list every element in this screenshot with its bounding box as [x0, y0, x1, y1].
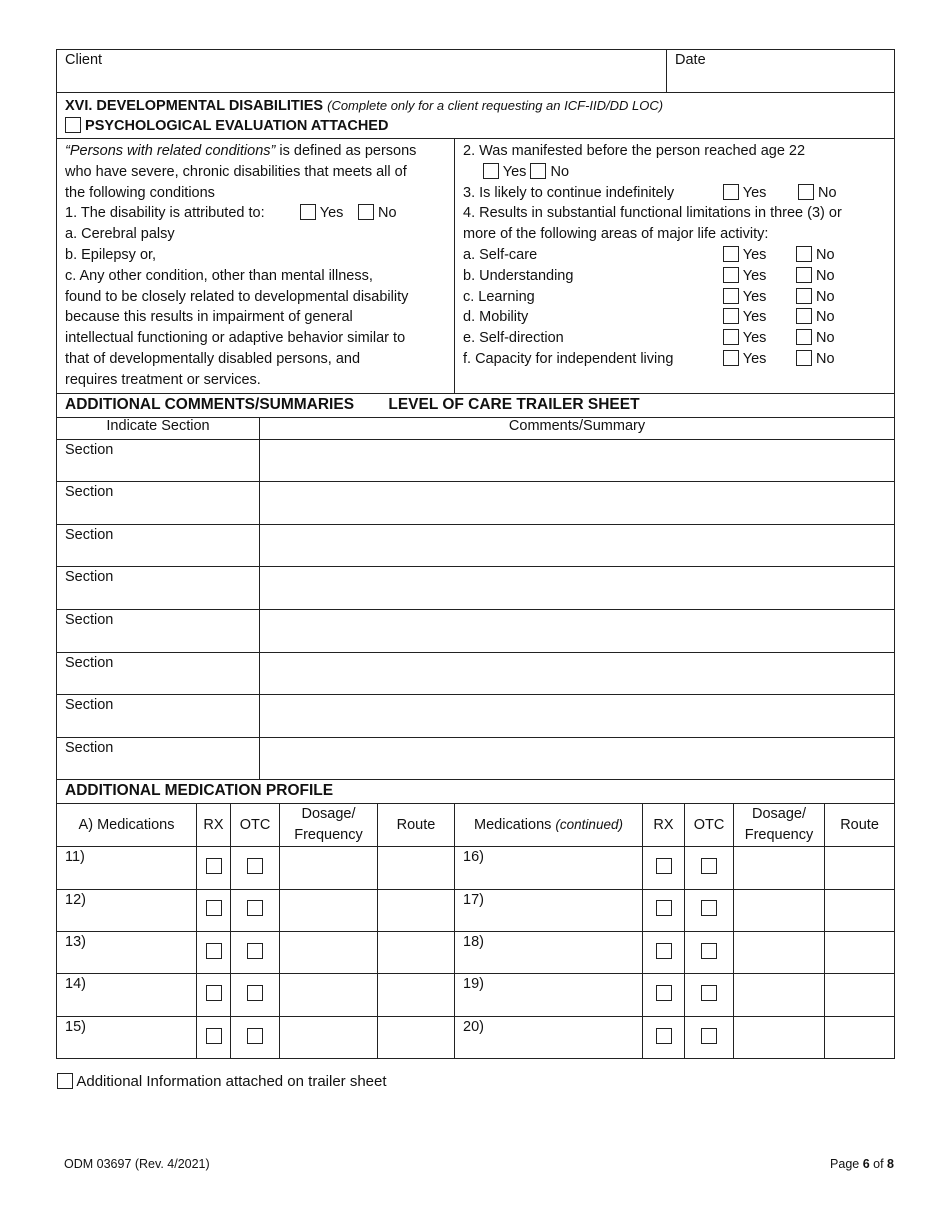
- comments-cell[interactable]: [260, 524, 895, 567]
- medication-number: 15): [65, 1018, 86, 1035]
- rx-checkbox[interactable]: [206, 985, 222, 1001]
- dosage-cell[interactable]: [734, 847, 825, 889]
- psych-eval-checkbox[interactable]: [65, 117, 81, 133]
- dd-left-line: who have severe, chronic disabilities that meets all of: [65, 163, 407, 180]
- medication-name-cell[interactable]: [57, 847, 197, 889]
- yes-label: Yes: [742, 267, 767, 284]
- rx-checkbox[interactable]: [656, 900, 672, 916]
- dd-right-line: more of the following areas of major life activity:: [463, 226, 769, 243]
- rx-checkbox[interactable]: [656, 1028, 672, 1044]
- medication-section: [56, 779, 895, 1059]
- self-direction-no-checkbox[interactable]: [796, 329, 812, 345]
- comments-section: [56, 393, 895, 781]
- page-current: 6: [862, 1157, 870, 1171]
- section-label: Section: [65, 739, 114, 756]
- dosage-cell[interactable]: [734, 889, 825, 931]
- medication-name-cell[interactable]: [455, 847, 643, 889]
- section-label: Section: [65, 697, 114, 714]
- medication-name-cell[interactable]: [455, 1016, 643, 1058]
- no-label: No: [816, 350, 835, 367]
- dd-left-col: [57, 139, 455, 394]
- dd-right-col: [455, 139, 895, 394]
- medication-number: 17): [463, 891, 484, 908]
- route-cell[interactable]: [825, 1016, 895, 1058]
- yes-label: Yes: [742, 288, 767, 305]
- medication-number: 13): [65, 934, 86, 951]
- activity-label: d. Mobility: [463, 309, 529, 326]
- activity-row-self-care: [463, 245, 886, 266]
- comments-cell[interactable]: [260, 439, 895, 482]
- rx-checkbox[interactable]: [206, 900, 222, 916]
- dosage-cell[interactable]: [734, 974, 825, 1016]
- section-label-cell[interactable]: [57, 609, 260, 652]
- section-label-cell[interactable]: [57, 524, 260, 567]
- dosage-cell[interactable]: [280, 932, 378, 974]
- yes-label: Yes: [319, 205, 344, 222]
- dosage-cell[interactable]: [280, 974, 378, 1016]
- rx-header: RX: [197, 804, 231, 847]
- no-label: No: [378, 205, 397, 222]
- medication-number: 16): [463, 849, 484, 866]
- dd-right-line: 2. Was manifested before the person reached age 22: [463, 143, 806, 159]
- medication-number: 12): [65, 891, 86, 908]
- date-field[interactable]: [667, 50, 895, 93]
- mobility-yes-checkbox[interactable]: [723, 308, 739, 324]
- activity-label: e. Self-direction: [463, 330, 564, 347]
- attributed-row: [65, 203, 446, 224]
- learning-no-checkbox[interactable]: [796, 288, 812, 304]
- no-label: No: [816, 309, 835, 326]
- route-cell[interactable]: [378, 889, 455, 931]
- dd-left-line: found to be closely related to developmental disability: [65, 288, 409, 305]
- yes-label: Yes: [742, 350, 767, 367]
- medication-name-cell[interactable]: [455, 932, 643, 974]
- medication-name-cell[interactable]: [455, 889, 643, 931]
- comments-cell[interactable]: [260, 567, 895, 610]
- route-cell[interactable]: [378, 974, 455, 1016]
- independent-living-no-checkbox[interactable]: [796, 350, 812, 366]
- dd-left-line: intellectual functioning or adaptive behavior similar to: [65, 330, 406, 347]
- medication-number: 19): [463, 976, 484, 993]
- comments-title: ADDITIONAL COMMENTS/SUMMARIES: [65, 395, 355, 413]
- otc-checkbox[interactable]: [701, 900, 717, 916]
- frequency-label: Frequency: [294, 827, 363, 844]
- date-label: Date: [675, 52, 706, 68]
- yes-label: Yes: [742, 246, 767, 263]
- additional-info-label: Additional Information attached on trailer sheet: [76, 1073, 387, 1090]
- section-label-cell[interactable]: [57, 652, 260, 695]
- dd-right-line: 3. Is likely to continue indefinitely: [463, 184, 675, 201]
- medication-name-cell[interactable]: [57, 889, 197, 931]
- attributed-no-checkbox[interactable]: [358, 204, 374, 220]
- client-label: Client: [65, 52, 103, 68]
- dosage-cell[interactable]: [280, 847, 378, 889]
- section-label: Section: [65, 526, 114, 543]
- otc-checkbox[interactable]: [701, 985, 717, 1001]
- comments-cell[interactable]: [260, 609, 895, 652]
- rx-checkbox[interactable]: [656, 943, 672, 959]
- dosage-cell[interactable]: [280, 1016, 378, 1058]
- psych-eval-label: PSYCHOLOGICAL EVALUATION ATTACHED: [85, 118, 389, 134]
- indefinite-no-checkbox[interactable]: [798, 184, 814, 200]
- trailer-sheet-title: LEVEL OF CARE TRAILER SHEET: [388, 395, 640, 413]
- dd-left-line: requires treatment or services.: [65, 371, 261, 388]
- medication-number: 20): [463, 1018, 484, 1035]
- activity-label: b. Understanding: [463, 267, 574, 284]
- comments-cell[interactable]: [260, 695, 895, 738]
- medication-number: 11): [65, 849, 85, 866]
- comments-header: [57, 393, 895, 417]
- frequency-label: Frequency: [744, 827, 814, 844]
- medication-row: [57, 1016, 895, 1058]
- route-cell[interactable]: [378, 847, 455, 889]
- rx-checkbox[interactable]: [206, 943, 222, 959]
- form-id: ODM 03697 (Rev. 4/2021): [64, 1157, 210, 1171]
- activity-row-understanding: [463, 266, 886, 287]
- indicate-section-header: Indicate Section: [57, 417, 260, 439]
- route-header: Route: [825, 804, 895, 847]
- section-label: Section: [65, 441, 114, 458]
- rx-checkbox[interactable]: [206, 858, 222, 874]
- route-cell[interactable]: [825, 889, 895, 931]
- no-label: No: [816, 288, 835, 305]
- dosage-header: [280, 804, 378, 847]
- additional-info-checkbox[interactable]: [57, 1073, 73, 1089]
- dd-right-line: 4. Results in substantial functional limitations in three (3) or: [463, 205, 842, 222]
- page-number: [830, 1157, 894, 1171]
- related-conditions-term: “Persons with related conditions”: [65, 143, 276, 159]
- dosage-label: Dosage/: [301, 806, 356, 823]
- yes-label: Yes: [742, 330, 767, 347]
- dd-subtitle: (Complete only for a client requesting an ICF-IID/DD LOC): [327, 98, 664, 113]
- no-label: No: [816, 330, 835, 347]
- dd-left-line: a. Cerebral palsy: [65, 226, 175, 243]
- route-header: Route: [378, 804, 455, 847]
- otc-header: OTC: [685, 804, 734, 847]
- medication-name-cell[interactable]: [57, 1016, 197, 1058]
- otc-checkbox[interactable]: [701, 943, 717, 959]
- medication-row: [57, 847, 895, 889]
- section-label: Section: [65, 484, 114, 501]
- additional-info-row: [57, 1073, 387, 1090]
- dd-section: [56, 92, 895, 394]
- dd-left-line: the following conditions: [65, 184, 215, 201]
- dd-left-line: that of developmentally disabled persons, and: [65, 350, 361, 367]
- medication-header: [57, 780, 895, 804]
- medication-row: [57, 889, 895, 931]
- section-label: Section: [65, 611, 114, 628]
- dosage-header: [734, 804, 825, 847]
- dosage-cell[interactable]: [734, 932, 825, 974]
- activity-row-self-direction: [463, 328, 886, 349]
- activity-row-mobility: [463, 307, 886, 328]
- section-label-cell[interactable]: [57, 737, 260, 780]
- route-cell[interactable]: [825, 974, 895, 1016]
- rx-checkbox[interactable]: [656, 985, 672, 1001]
- dosage-cell[interactable]: [734, 1016, 825, 1058]
- no-label: No: [816, 246, 835, 263]
- dd-left-line: 1. The disability is attributed to:: [65, 205, 265, 222]
- independent-living-yes-checkbox[interactable]: [723, 350, 739, 366]
- medications-continued-header: [455, 804, 643, 847]
- continued-label: (continued): [555, 817, 623, 833]
- otc-checkbox[interactable]: [247, 943, 263, 959]
- no-label: No: [818, 184, 837, 201]
- dd-header: [57, 93, 895, 139]
- medication-name-cell[interactable]: [57, 974, 197, 1016]
- medications-label: Medications: [474, 817, 556, 834]
- indefinite-yes-checkbox[interactable]: [723, 184, 739, 200]
- age22-yes-checkbox[interactable]: [483, 163, 499, 179]
- mobility-no-checkbox[interactable]: [796, 308, 812, 324]
- route-cell[interactable]: [378, 932, 455, 974]
- medication-row: [57, 974, 895, 1016]
- comments-cell[interactable]: [260, 737, 895, 780]
- page-prefix: Page: [830, 1157, 863, 1171]
- no-label: No: [550, 163, 570, 180]
- client-field[interactable]: [57, 50, 667, 93]
- section-label: Section: [65, 654, 114, 671]
- dd-left-line: b. Epilepsy or,: [65, 246, 157, 263]
- section-label-cell[interactable]: [57, 482, 260, 525]
- rx-header: RX: [643, 804, 685, 847]
- medication-number: 14): [65, 976, 86, 993]
- attributed-yes-checkbox[interactable]: [300, 204, 316, 220]
- form-page: [56, 49, 894, 1059]
- route-cell[interactable]: [825, 847, 895, 889]
- yes-label: Yes: [502, 163, 527, 180]
- self-direction-yes-checkbox[interactable]: [723, 329, 739, 345]
- indefinite-row: [463, 183, 886, 204]
- section-label-cell[interactable]: [57, 695, 260, 738]
- otc-checkbox[interactable]: [247, 900, 263, 916]
- activity-label: c. Learning: [463, 288, 535, 305]
- dosage-label: Dosage/: [751, 806, 806, 823]
- medication-row: [57, 932, 895, 974]
- comments-cell[interactable]: [260, 482, 895, 525]
- understanding-yes-checkbox[interactable]: [723, 267, 739, 283]
- client-date-table: [56, 49, 895, 93]
- medications-a-header: A) Medications: [57, 804, 197, 847]
- page-total: 8: [887, 1157, 894, 1171]
- route-cell[interactable]: [825, 932, 895, 974]
- section-label-cell[interactable]: [57, 567, 260, 610]
- otc-checkbox[interactable]: [247, 985, 263, 1001]
- dosage-cell[interactable]: [280, 889, 378, 931]
- yes-label: Yes: [742, 184, 767, 201]
- rx-checkbox[interactable]: [656, 858, 672, 874]
- medication-number: 18): [463, 934, 484, 951]
- dd-left-line: c. Any other condition, other than mental illness,: [65, 267, 373, 284]
- learning-yes-checkbox[interactable]: [723, 288, 739, 304]
- self-care-yes-checkbox[interactable]: [723, 246, 739, 262]
- understanding-no-checkbox[interactable]: [796, 267, 812, 283]
- page-of: of: [869, 1157, 888, 1171]
- age22-no-checkbox[interactable]: [530, 163, 546, 179]
- comments-summary-header: Comments/Summary: [260, 417, 895, 439]
- otc-checkbox[interactable]: [701, 858, 717, 874]
- section-label: Section: [65, 569, 114, 586]
- rx-checkbox[interactable]: [206, 1028, 222, 1044]
- dd-left-line: because this results in impairment of general: [65, 309, 353, 326]
- activity-label: f. Capacity for independent living: [463, 350, 674, 367]
- dd-left-line: is defined as persons: [275, 143, 417, 159]
- otc-header: OTC: [231, 804, 280, 847]
- activity-row-learning: [463, 287, 886, 308]
- comments-cell[interactable]: [260, 652, 895, 695]
- no-label: No: [816, 267, 835, 284]
- dd-title: XVI. DEVELOPMENTAL DISABILITIES: [65, 98, 324, 114]
- otc-checkbox[interactable]: [701, 1028, 717, 1044]
- medication-name-cell[interactable]: [455, 974, 643, 1016]
- route-cell[interactable]: [378, 1016, 455, 1058]
- self-care-no-checkbox[interactable]: [796, 246, 812, 262]
- otc-checkbox[interactable]: [247, 858, 263, 874]
- activity-row-independent-living: [463, 349, 886, 370]
- section-label-cell[interactable]: [57, 439, 260, 482]
- otc-checkbox[interactable]: [247, 1028, 263, 1044]
- yes-label: Yes: [742, 309, 767, 326]
- activity-label: a. Self-care: [463, 246, 538, 263]
- medication-title: ADDITIONAL MEDICATION PROFILE: [65, 782, 334, 800]
- medication-name-cell[interactable]: [57, 932, 197, 974]
